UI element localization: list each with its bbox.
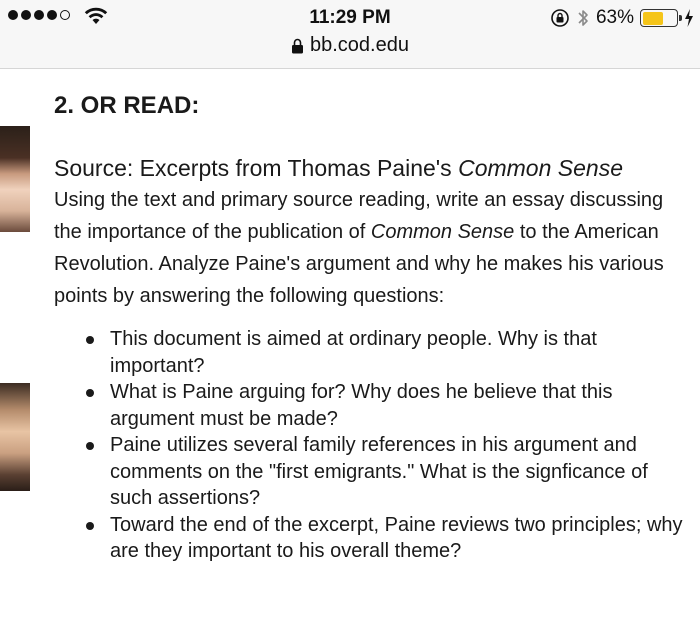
list-item: This document is aimed at ordinary people. Why is that important?: [86, 326, 694, 379]
source-title: Common Sense: [458, 155, 623, 181]
url-text[interactable]: bb.cod.edu: [310, 34, 409, 56]
padlock-icon: [291, 38, 304, 54]
bluetooth-icon: [576, 8, 590, 28]
source-line: [54, 152, 694, 184]
address-bar[interactable]: [0, 34, 700, 57]
prompt-part1: Using the text and primary source reading, write an essay discussing the importance of the publication of: [54, 189, 664, 243]
list-item: Toward the end of the excerpt, Paine reviews two principles; why are they important to his overall theme?: [86, 512, 694, 565]
status-bar: [0, 0, 700, 69]
charging-bolt-icon: [684, 9, 694, 27]
prompt-title: Common Sense: [370, 221, 515, 243]
battery-fill: [643, 12, 664, 25]
portrait-image: [0, 126, 30, 232]
rotation-lock-icon: [550, 8, 570, 28]
status-time: 11:29 PM: [309, 7, 391, 28]
battery-percent: 63%: [595, 7, 634, 28]
essay-prompt: [54, 184, 694, 312]
portrait-image: [0, 383, 30, 491]
list-item: Paine utilizes several family references in his argument and comments on the "first emigrants." What is the signficance of such assertions?: [86, 432, 694, 512]
assignment-content: [54, 90, 694, 565]
status-right-group: [550, 7, 694, 29]
question-list: [54, 326, 694, 565]
battery-icon: [640, 9, 678, 27]
section-heading: 2. OR READ:: [54, 92, 200, 119]
source-prefix: Source: Excerpts from Thomas Paine's: [54, 155, 459, 181]
list-item: What is Paine arguing for? Why does he believe that this argument must be made?: [86, 379, 694, 432]
prompt-part2: to the American Revolution. Analyze Paine's argument and why he makes his various points by answering the following questions:: [54, 221, 664, 307]
